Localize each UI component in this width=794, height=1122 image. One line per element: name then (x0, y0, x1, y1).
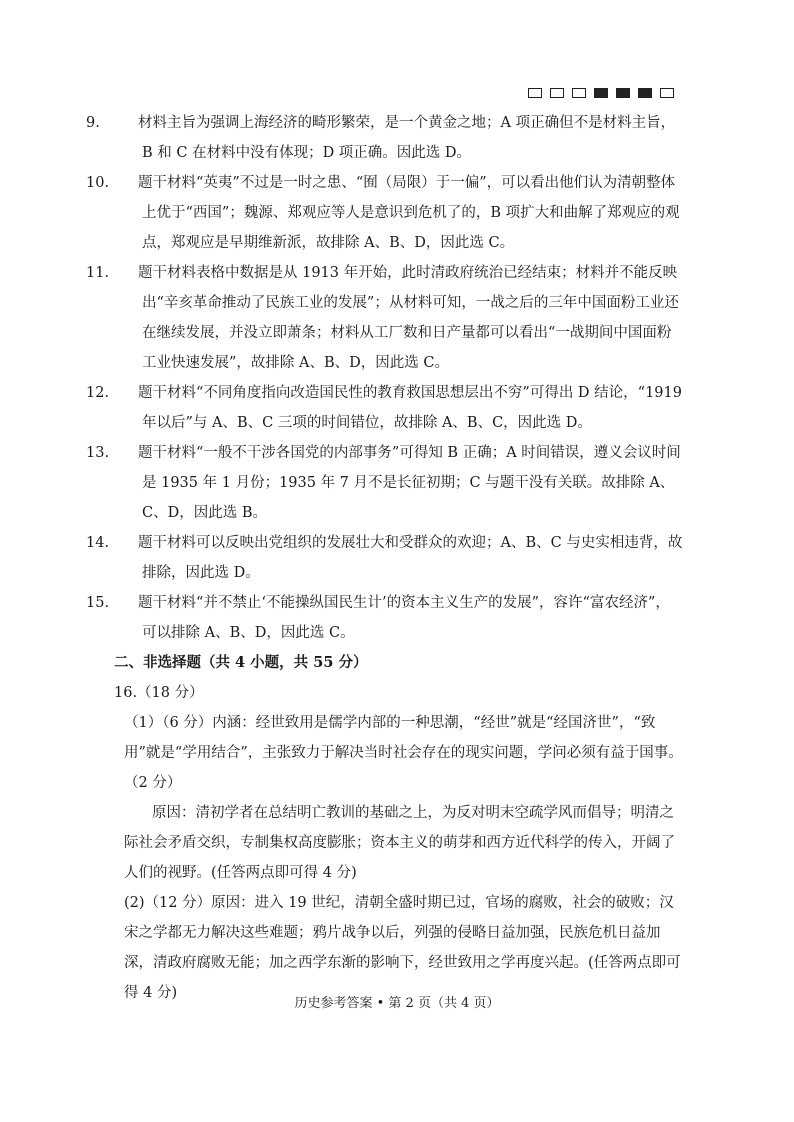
item-text: 题干材料“并不禁止‘不能操纵国民生计’的资本主义生产的发展”，容许“富农经济”，可以排除 A、B、D，因此选 C。 (138, 595, 670, 641)
page-mark (594, 88, 608, 98)
question-16-part2: (2)（12 分）原因：进入 19 世纪，清朝全盛时期已过，官场的腐败，社会的破败；汉宋之学都无力解决这些难题；鸦片战争以后，列强的侵略日益加强，民族危机日益加深，清政府腐败无能；加之西学东渐的影响下，经世致用之学再度兴起。(任答两点即可得 4 分) (124, 895, 681, 1001)
page-marks (528, 88, 674, 98)
page-mark (528, 88, 542, 98)
page-mark (638, 88, 652, 98)
item-text: 题干材料表格中数据是从 1913 年开始，此时清政府统治已经结束；材料并不能反映出“辛亥革命推动了民族工业的发展”；从材料可知，一战之后的三年中国面粉工业还在继续发展，并没立即萧条；材料从工厂数和日产量都可以看出“一战期间中国面粉工业快速发展”，故排除 A、B、D，因此选 C。 (138, 265, 679, 371)
answer-item-12 (86, 378, 684, 438)
item-text: 材料主旨为强调上海经济的畸形繁荣，是一个黄金之地；A 项正确但不是材料主旨，B 和 C 在材料中没有体现；D 项正确。因此选 D。 (138, 115, 676, 161)
answer-item-9 (86, 108, 684, 168)
page-mark (660, 88, 674, 98)
item-number: 14. (86, 535, 110, 551)
item-number: 12. (86, 385, 110, 401)
answer-item-10 (86, 168, 684, 258)
item-number: 13. (86, 445, 110, 461)
item-number: 9. (86, 115, 100, 131)
section-title: 二、非选择题（共 4 小题，共 55 分） (114, 654, 368, 671)
page-mark (616, 88, 630, 98)
page-mark (550, 88, 564, 98)
item-number: 10. (86, 175, 110, 191)
question-16-part1-reason: 原因：清初学者在总结明亡教训的基础之上，为反对明末空疏学风而倡导；明清之际社会矛盾交织，专制集权高度膨胀；资本主义的萌芽和西方近代科学的传入，开阔了人们的视野。(任答两点即可得 4 分) (124, 805, 675, 881)
answer-item-14 (86, 528, 684, 588)
item-number: 11. (86, 265, 110, 281)
item-text: 题干材料“英夷”不过是一时之患、“囿（局限）于一偏”，可以看出他们认为清朝整体上优于“西国”；魏源、郑观应等人是意识到危机了的，B 项扩大和曲解了郑观应的观点，郑观应是早期维新派，故排除 A、B、D，因此选 C。 (138, 175, 680, 251)
question-16-header: 16.（18 分） (114, 685, 204, 701)
page-footer: 历史参考答案 • 第 2 页（共 4 页） (294, 996, 500, 1011)
answer-item-13 (86, 438, 684, 528)
item-number: 15. (86, 595, 110, 611)
answer-item-11 (86, 258, 684, 378)
item-text: 题干材料可以反映出党组织的发展壮大和受群众的欢迎；A、B、C 与史实相违背，故排除，因此选 D。 (138, 535, 683, 581)
answer-item-15 (86, 588, 684, 648)
question-16-part1-meaning: （1）（6 分）内涵：经世致用是儒学内部的一种思潮，“经世”就是“经国济世”，“致用”就是“学用结合”，主张致力于解决当时社会存在的现实问题，学问必须有益于国事。（2 分） (124, 715, 683, 791)
item-text: 题干材料“一般不干涉各国党的内部事务”可得知 B 正确；A 时间错误，遵义会议时间是 1935 年 1 月份；1935 年 7 月不是长征初期；C 与题干没有关联。故排除 A、C、D，因此选 B。 (138, 445, 681, 521)
item-text: 题干材料“不同角度指向改造国民性的教育救国思想层出不穷”可得出 D 结论，“1919年以后”与 A、B、C 三项的时间错位，故排除 A、B、C，因此选 D。 (138, 385, 682, 431)
answer-content (86, 108, 684, 1008)
page-mark (572, 88, 586, 98)
